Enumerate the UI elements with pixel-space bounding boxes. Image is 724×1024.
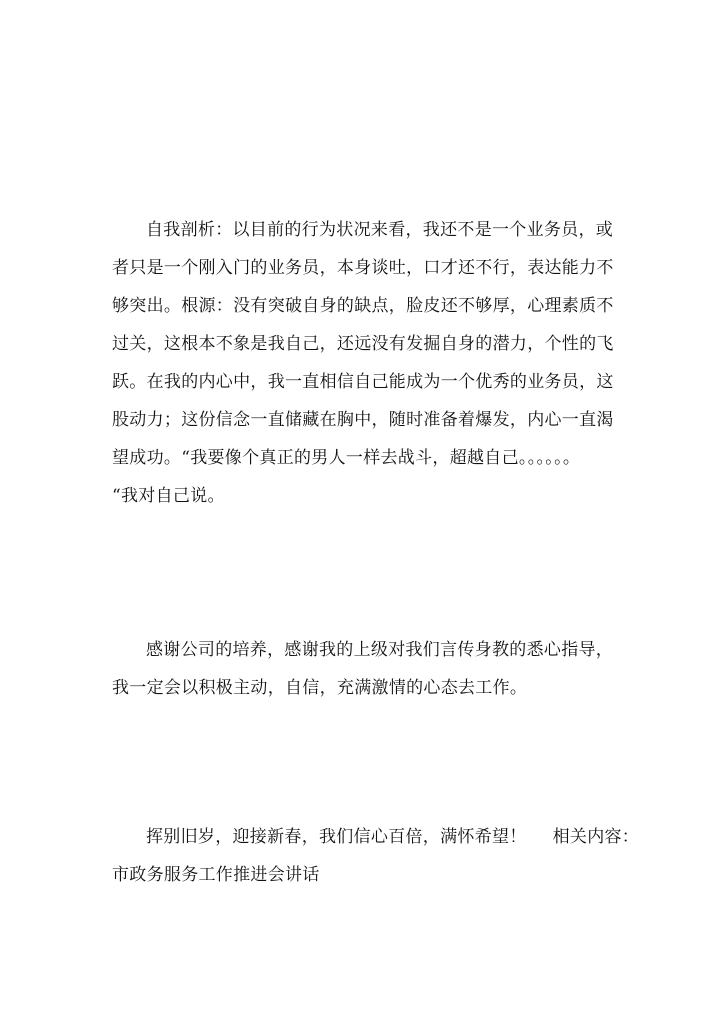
text-line: 感谢公司的培养，感谢我的上级对我们言传身教的悉心指导，: [146, 640, 614, 660]
text-line: “我对自己说。: [112, 486, 225, 506]
text-line: [112, 818, 640, 856]
paragraph-new-year: [112, 818, 640, 894]
text-line: 者只是一个刚入门的业务员，本身谈吐，口才还不行，表达能力不: [112, 258, 614, 278]
text-line: 过关，这根本不象是我自己，还远没有发掘自身的潜力，个性的飞: [112, 334, 614, 354]
text-line: 跃。在我的内心中，我一直相信自己能成为一个优秀的业务员，这: [112, 372, 614, 392]
related-content-link[interactable]: 市政务服务工作推进会讲话: [112, 865, 320, 885]
text-line: 望成功。“我要像个真正的男人一样去战斗，超越自己。。。。。。: [112, 448, 581, 468]
text-line: 股动力；这份信念一直储藏在胸中，随时准备着爆发，内心一直渴: [112, 410, 614, 430]
related-content-label: 相关内容：: [552, 827, 640, 847]
paragraph-gratitude: [112, 631, 632, 707]
new-year-text: 挥别旧岁，迎接新春，我们信心百倍，满怀希望！: [146, 827, 527, 847]
text-line: 自我剖析：以目前的行为状况来看，我还不是一个业务员，或: [146, 220, 614, 240]
paragraph-self-analysis: [112, 211, 632, 515]
text-line: 我一定会以积极主动，自信，充满激情的心态去工作。: [112, 678, 528, 698]
text-line: 够突出。根源：没有突破自身的缺点，脸皮还不够厚，心理素质不: [112, 296, 614, 316]
